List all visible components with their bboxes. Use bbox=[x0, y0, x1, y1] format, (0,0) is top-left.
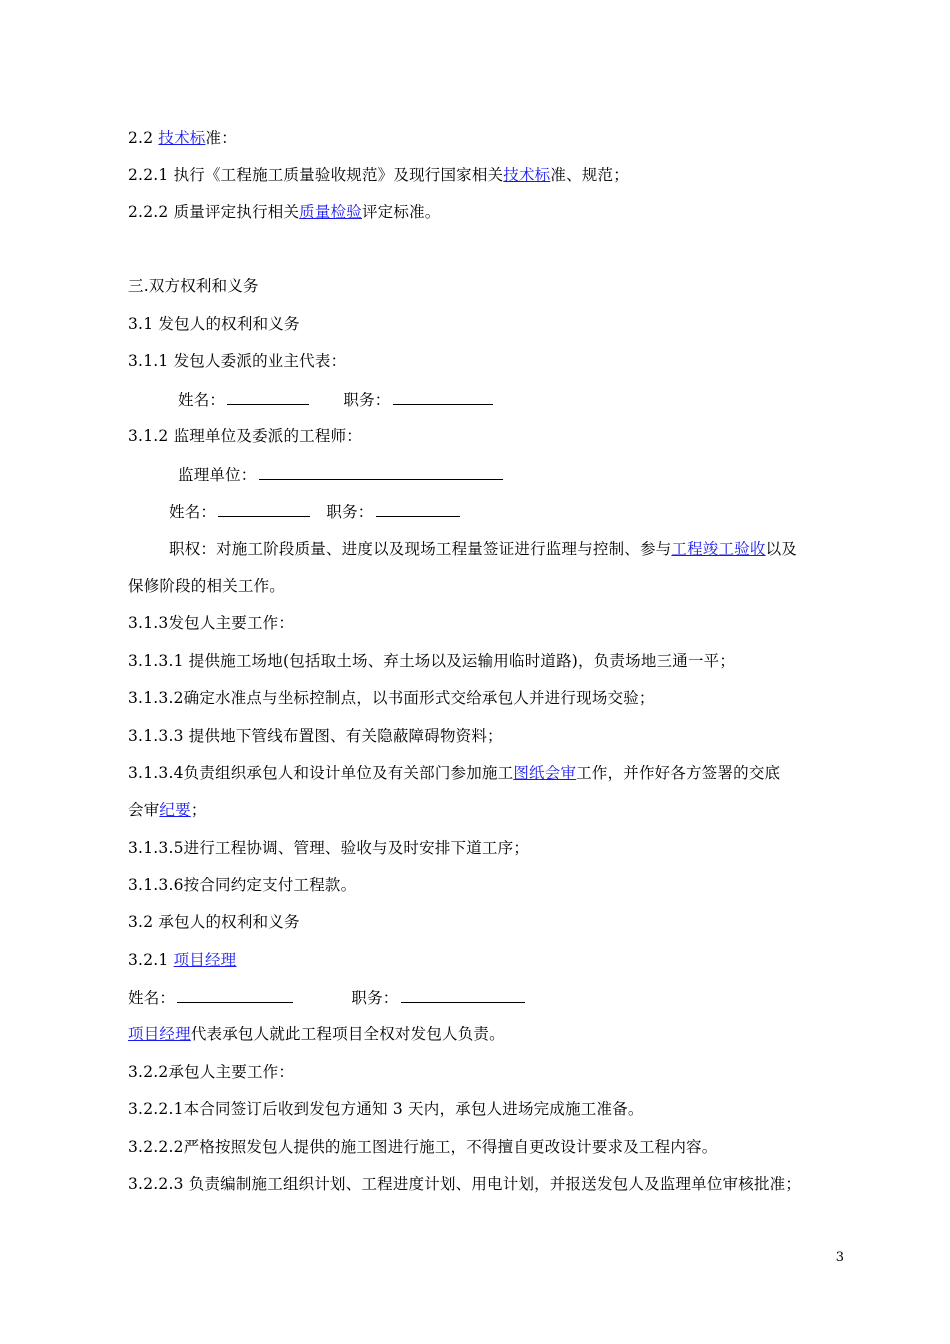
owner-rep-fields: 姓名： 职务： bbox=[178, 389, 493, 410]
link-quality-inspection[interactable]: 质量检验 bbox=[299, 203, 362, 221]
supervision-unit-field: 监理单位： bbox=[178, 464, 503, 485]
clause-3-1-3: 3.1.3发包人主要工作： bbox=[128, 614, 295, 632]
owner-rep-duty-blank bbox=[393, 389, 493, 405]
clause-3-2-1: 3.2.1 项目经理 bbox=[128, 951, 237, 969]
link-drawing-review[interactable]: 图纸会审 bbox=[513, 764, 577, 782]
link-minutes[interactable]: 纪要 bbox=[159, 801, 191, 819]
clause-3-1-3-2: 3.1.3.2确定水准点与坐标控制点，以书面形式交给承包人并进行现场交验； bbox=[128, 689, 655, 707]
page-number: 3 bbox=[835, 1250, 844, 1265]
clause-3-2-2: 3.2.2承包人主要工作： bbox=[128, 1063, 295, 1081]
owner-rep-name-blank bbox=[227, 389, 309, 405]
supervision-unit-blank bbox=[259, 464, 503, 480]
clause-3-1-3-4-cont: 会审纪要； bbox=[128, 801, 207, 819]
clause-3-1-3-4: 3.1.3.4负责组织承包人和设计单位及有关部门参加施工图纸会审工作，并作好各方签署的交底 bbox=[128, 764, 781, 782]
clause-3-2-2-3: 3.2.2.3 负责编制施工组织计划、工程进度计划、用电计划，并报送发包人及监理单位审核批准； bbox=[128, 1175, 802, 1193]
link-completion-acceptance[interactable]: 工程竣工验收 bbox=[671, 540, 766, 558]
engineer-authority: 职权：对施工阶段质量、进度以及现场工程量签证进行监理与控制、参与工程竣工验收以及 bbox=[169, 540, 798, 558]
clause-3-1-1: 3.1.1 发包人委派的业主代表： bbox=[128, 352, 347, 370]
project-manager-fields: 姓名： 职务： bbox=[128, 987, 525, 1008]
link-project-manager[interactable]: 项目经理 bbox=[173, 951, 237, 969]
link-technical-standard-2[interactable]: 技术标 bbox=[503, 166, 551, 184]
clause-2-2: 2.2 技术标准： bbox=[128, 129, 237, 147]
clause-3-1-3-5: 3.1.3.5进行工程协调、管理、验收与及时安排下道工序； bbox=[128, 839, 530, 857]
engineer-duty-blank bbox=[376, 501, 460, 517]
clause-3-1-3-1: 3.1.3.1 提供施工场地(包括取土场、弃土场以及运输用临时道路)，负责场地三通一平； bbox=[128, 652, 736, 670]
clause-3-2-2-1: 3.2.2.1本合同签订后收到发包方通知 3 天内，承包人进场完成施工准备。 bbox=[128, 1100, 644, 1118]
clause-3-2: 3.2 承包人的权利和义务 bbox=[128, 913, 300, 931]
clause-3-1-2: 3.1.2 监理单位及委派的工程师： bbox=[128, 427, 362, 445]
clause-3-1-3-3: 3.1.3.3 提供地下管线布置图、有关隐蔽障碍物资料； bbox=[128, 727, 503, 745]
clause-3-1: 3.1 发包人的权利和义务 bbox=[128, 315, 300, 333]
engineer-fields: 姓名： 职务： bbox=[169, 501, 460, 522]
clause-2-2-2: 2.2.2 质量评定执行相关质量检验评定标准。 bbox=[128, 203, 441, 221]
section-3-heading: 三.双方权利和义务 bbox=[128, 277, 259, 295]
link-project-manager-2[interactable]: 项目经理 bbox=[128, 1025, 191, 1043]
engineer-name-blank bbox=[218, 501, 310, 517]
clause-3-2-2-2: 3.2.2.2严格按照发包人提供的施工图进行施工，不得擅自更改设计要求及工程内容。 bbox=[128, 1138, 718, 1156]
project-manager-authority: 项目经理代表承包人就此工程项目全权对发包人负责。 bbox=[128, 1025, 505, 1043]
clause-3-1-3-6: 3.1.3.6按合同约定支付工程款。 bbox=[128, 876, 357, 894]
pm-name-blank bbox=[177, 987, 293, 1003]
link-technical-standard[interactable]: 技术标 bbox=[158, 129, 206, 147]
pm-duty-blank bbox=[401, 987, 525, 1003]
clause-2-2-1: 2.2.1 执行《工程施工质量验收规范》及现行国家相关技术标准、规范； bbox=[128, 166, 629, 184]
engineer-authority-cont: 保修阶段的相关工作。 bbox=[128, 577, 286, 595]
